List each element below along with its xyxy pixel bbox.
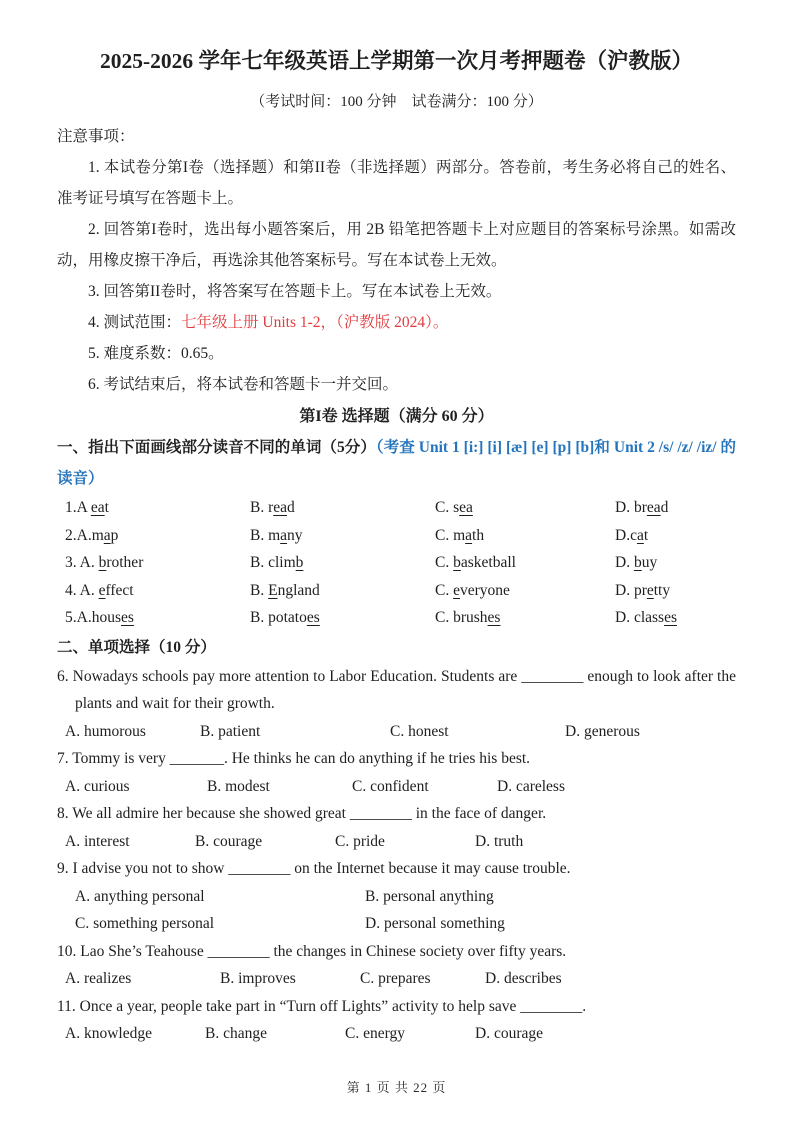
phonics-option: D. bread — [615, 499, 669, 516]
question-stem: 10. Lao She’s Teahouse ________ the changes in Chinese society over fifty years. — [57, 942, 567, 960]
section1-title: 一、指出下面画线部分读音不同的单词（5分） — [57, 439, 376, 456]
question — [57, 800, 736, 855]
option: C. energy — [345, 1025, 405, 1042]
phonics-option: C. math — [435, 526, 485, 544]
phonics-option: B. potatoes — [250, 609, 320, 626]
option: A. knowledge — [65, 1025, 152, 1042]
phonics-option: 2.A.map — [65, 526, 119, 544]
underlined-letters: a — [103, 526, 111, 544]
phonics-option: C. basketball — [435, 554, 516, 571]
question-stem: 8. We all admire her because she showed great ________ in the face of danger. — [57, 805, 547, 822]
phonics-option: C. sea — [435, 499, 473, 516]
question-stem: 9. I advise you not to show ________ on the Internet because it may cause trouble. — [57, 860, 571, 877]
underlined-letters: ea — [273, 499, 288, 516]
phonics-option: B. England — [250, 581, 320, 599]
phonics-option: B. read — [250, 499, 295, 516]
option: B. improves — [220, 970, 296, 987]
underlined-letters: a — [280, 526, 288, 544]
phonics-option: 3. A. brother — [65, 554, 144, 571]
underlined-letters: ea — [646, 499, 661, 516]
phonics-row — [57, 549, 736, 577]
option-row — [57, 965, 736, 993]
notice-heading: 注意事项： — [57, 128, 135, 145]
underlined-letters: e — [646, 581, 654, 599]
question — [57, 938, 736, 993]
phonics-option: C. brushes — [435, 609, 501, 626]
phonics-option: D. buy — [615, 554, 658, 571]
option: D. courage — [475, 1025, 543, 1042]
phonics-grid — [57, 494, 736, 632]
notice-item: 5. 难度系数：0.65。 — [88, 345, 224, 362]
notice-item: 3. 回答第II卷时，将答案写在答题卡上。写在本试卷上无效。 — [88, 283, 502, 300]
part1-heading: 第I卷 选择题（满分 60 分） — [299, 408, 494, 425]
option: D. describes — [485, 970, 562, 987]
phonics-option: B. climb — [250, 554, 304, 571]
phonics-row — [57, 577, 736, 605]
phonics-option: 4. A. effect — [65, 581, 134, 599]
option: B. courage — [195, 832, 263, 850]
phonics-row — [57, 494, 736, 522]
underlined-letters: es — [120, 609, 134, 626]
phonics-option: C. everyone — [435, 581, 510, 599]
phonics-option: 1.A eat — [65, 499, 109, 516]
underlined-letters: es — [664, 609, 677, 626]
option: C. pride — [335, 832, 385, 850]
option: C. confident — [352, 777, 429, 795]
phonics-option: D. classes — [615, 609, 677, 626]
underlined-letters: ea — [459, 499, 473, 516]
option-row — [57, 773, 736, 801]
option: C. something personal — [75, 915, 215, 932]
option: B. change — [205, 1025, 267, 1042]
phonics-option: D.cat — [615, 526, 649, 544]
notice-item-highlight: 七年级上册 Units 1-2，（沪教版 2024）。 — [181, 314, 449, 331]
page-title: 2025-2026 学年七年级英语上学期第一次月考押题卷（沪教版） — [99, 49, 694, 73]
option: D. careless — [497, 777, 565, 795]
option: A. interest — [65, 832, 130, 850]
notice-list — [57, 152, 736, 400]
section1-note: （考查 Unit 1 [i:] [i] [æ] [e] [p] [b]和 Unit 2 /s/ /z/ /iz/ 的读音） — [57, 439, 736, 487]
question-stem: 6. Nowadays schools pay more attention to Labor Education. Students are ________ enough to look after the plants and wait for their growth. — [57, 667, 736, 712]
option: B. patient — [200, 722, 261, 740]
question-stem: 11. Once a year, people take part in “Turn off Lights” activity to help save ________. — [57, 997, 587, 1015]
option-row — [57, 828, 736, 856]
option: C. prepares — [360, 970, 431, 987]
phonics-row — [57, 604, 736, 632]
underlined-letters: b — [98, 554, 107, 571]
underlined-letters: a — [465, 526, 473, 544]
underlined-letters: E — [268, 581, 278, 599]
option-row — [57, 1020, 736, 1048]
option: B. modest — [207, 777, 270, 795]
underlined-letters: e — [453, 581, 460, 599]
phonics-option: 5.A.houses — [65, 609, 134, 626]
question — [57, 855, 736, 938]
section1-heading — [57, 432, 736, 494]
option: A. curious — [65, 777, 130, 795]
notice-item: 4. 测试范围：七年级上册 Units 1-2，（沪教版 2024）。 — [88, 314, 449, 331]
notice-item: 2. 回答第I卷时，选出每小题答案后，用 2B 铅笔把答题卡上对应题目的答案标号涂黑。如需改动，用橡皮擦干净后，再选涂其他答案标号。写在本试卷上无效。 — [57, 221, 736, 269]
phonics-option: B. many — [250, 526, 303, 544]
question — [57, 993, 736, 1048]
section2-heading: 二、单项选择（10 分） — [57, 638, 216, 656]
underlined-letters: b — [633, 554, 642, 571]
option-row — [57, 883, 736, 938]
underlined-letters: ea — [90, 499, 105, 516]
option: D. personal something — [365, 915, 505, 932]
notice-item: 1. 本试卷分第I卷（选择题）和第II卷（非选择题）两部分。答卷前，考生务必将自己的姓名、准考证号填写在答题卡上。 — [57, 159, 736, 207]
question-list — [57, 663, 736, 1048]
underlined-letters: es — [306, 609, 320, 626]
underlined-letters: b — [295, 554, 304, 571]
option: C. honest — [390, 722, 449, 740]
option: A. anything personal — [75, 887, 205, 905]
question-stem: 7. Tommy is very _______. He thinks he can do anything if he tries his best. — [57, 750, 531, 767]
notice-item: 6. 考试结束后，将本试卷和答题卡一并交回。 — [88, 376, 399, 393]
option: D. generous — [565, 722, 640, 740]
page-number: 第 1 页 共 22 页 — [346, 1080, 447, 1095]
phonics-row — [57, 522, 736, 550]
underlined-letters: a — [636, 526, 644, 544]
exam-time-score-line: （考试时间：100 分钟 试卷满分：100 分） — [250, 94, 543, 110]
underlined-letters: b — [453, 554, 461, 571]
option: A. realizes — [65, 970, 132, 987]
option: D. truth — [475, 832, 524, 850]
option: A. humorous — [65, 722, 146, 740]
phonics-option: D. pretty — [615, 581, 671, 599]
option-row — [57, 718, 736, 746]
question — [57, 745, 736, 800]
option: B. personal anything — [365, 887, 494, 905]
underlined-letters: es — [487, 609, 501, 626]
question — [57, 663, 736, 746]
underlined-letters: e — [98, 581, 106, 599]
